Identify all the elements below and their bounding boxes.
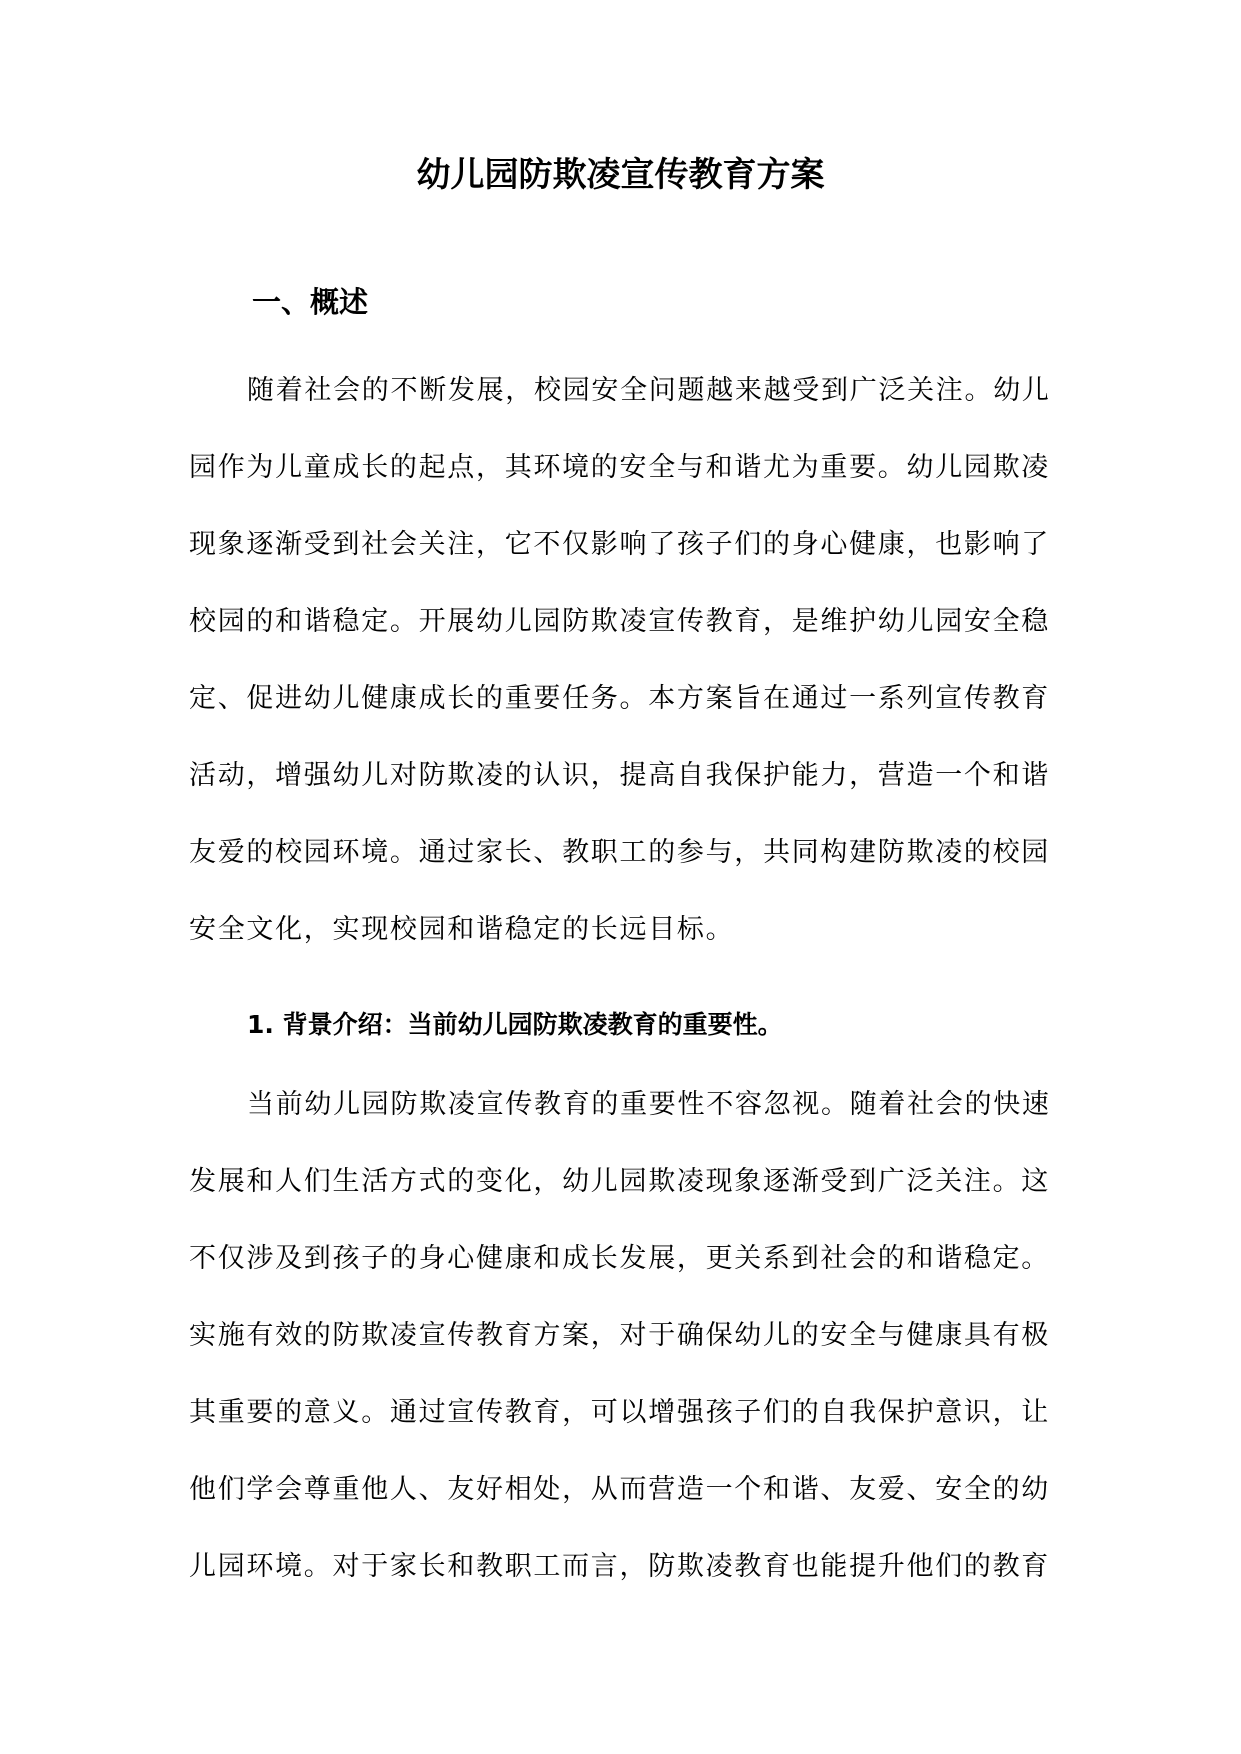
paragraph-line: 园作为儿童成长的起点，其环境的安全与和谐尤为重要。幼儿园欺凌 xyxy=(189,452,1050,483)
paragraph-line: 现象逐渐受到社会关注，它不仅影响了孩子们的身心健康，也影响了 xyxy=(189,529,1050,560)
paragraph-line: 安全文化，实现校园和谐稳定的长远目标。 xyxy=(189,914,735,945)
paragraph-line: 活动，增强幼儿对防欺凌的认识，提高自我保护能力，营造一个和谐 xyxy=(189,760,1050,791)
paragraph-line: 儿园环境。对于家长和教职工而言，防欺凌教育也能提升他们的教育 xyxy=(189,1551,1050,1582)
paragraph-line: 实施有效的防欺凌宣传教育方案，对于确保幼儿的安全与健康具有极 xyxy=(189,1320,1050,1351)
background-paragraph xyxy=(189,1066,1069,1605)
paragraph-line: 校园的和谐稳定。开展幼儿园防欺凌宣传教育，是维护幼儿园安全稳 xyxy=(189,606,1050,637)
subsection-heading-background: 1. 背景介绍：当前幼儿园防欺凌教育的重要性。 xyxy=(247,1010,783,1039)
document-title: 幼儿园防欺凌宣传教育方案 xyxy=(416,155,825,195)
paragraph-line: 当前幼儿园防欺凌宣传教育的重要性不容忽视。随着社会的快速 xyxy=(247,1089,1051,1120)
paragraph-line: 不仅涉及到孩子的身心健康和成长发展，更关系到社会的和谐稳定。 xyxy=(189,1243,1050,1274)
paragraph-line: 发展和人们生活方式的变化，幼儿园欺凌现象逐渐受到广泛关注。这 xyxy=(189,1166,1050,1197)
paragraph-line: 友爱的校园环境。通过家长、教职工的参与，共同构建防欺凌的校园 xyxy=(189,837,1050,868)
overview-paragraph xyxy=(189,352,1069,968)
paragraph-line: 其重要的意义。通过宣传教育，可以增强孩子们的自我保护意识，让 xyxy=(189,1397,1050,1428)
paragraph-line: 随着社会的不断发展，校园安全问题越来越受到广泛关注。幼儿 xyxy=(247,375,1051,406)
paragraph-line: 他们学会尊重他人、友好相处，从而营造一个和谐、友爱、安全的幼 xyxy=(189,1474,1050,1505)
section-heading-overview: 一、概述 xyxy=(252,285,369,319)
paragraph-line: 定、促进幼儿健康成长的重要任务。本方案旨在通过一系列宣传教育 xyxy=(189,683,1050,714)
